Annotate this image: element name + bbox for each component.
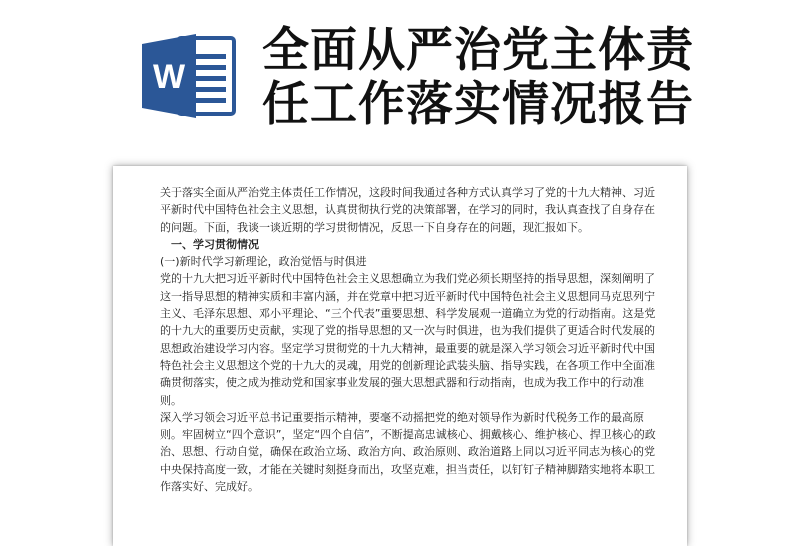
page-title: 全面从严治党主体责 任工作落实情况报告 [262, 23, 694, 132]
word-icon [138, 32, 238, 120]
section-heading: 一、学习贯彻情况 [160, 237, 259, 251]
header [0, 0, 800, 160]
document-body [160, 184, 660, 495]
word-icon-letter: W [152, 58, 186, 96]
paragraph-body: 深入学习领会习近平总书记重要指示精神，要毫不动摇把党的绝对领导作为新时代税务工作的最高原则。牢固树立“四个意识”，坚定“四个自信”，不断提高忠诚核心、拥戴核心、维护核心、捍卫核心的政治、思想、行动自觉，确保在政治立场、政治方向、政治原则、政治道路上同以习近平同志为核心的党中央保持高度一致，才能在关键时刻挺身而出，攻坚克难，担当责任，以钉钉子精神脚踏实地将本职工作落实好、完成好。 [160, 410, 656, 494]
paragraph-intro: 关于落实全面从严治党主体责任工作情况，这段时间我通过各种方式认真学习了党的十九大精神、习近平新时代中国特色社会主义思想，认真贯彻执行党的决策部署，在学习的同时，我认真查找了自身存在的问题。下面，我谈一谈近期的学习贯彻情况，反思一下自身存在的问题，现汇报如下。 [160, 186, 655, 234]
document-page [113, 166, 687, 546]
subsection-heading: (一)新时代学习新理论，政治觉悟与时俱进 [160, 255, 367, 269]
paragraph-body: 党的十九大把习近平新时代中国特色社会主义思想确立为我们党必须长期坚持的指导思想，深刻阐明了这一指导思想的精神实质和丰富内涵，并在党章中把习近平新时代中国特色社会主义思想同马克思列宁主义、毛泽东思想、邓小平理论、“三个代表”重要思想、科学发展观一道确立为党的行动指南。这是党的十九大的重要历史贡献，实现了党的指导思想的又一次与时俱进，也为我们提供了更适合时代发展的思想政治建设学习内容。坚定学习贯彻党的十九大精神，最重要的就是深入学习领会习近平新时代中国特色社会主义思想这个党的十九大的灵魂，用党的创新理论武装头脑、指导实践，在各项工作中全面准确贯彻落实，使之成为推动党和国家事业发展的强大思想武器和行动指南，也成为我工作中的行动准则。 [160, 272, 656, 407]
